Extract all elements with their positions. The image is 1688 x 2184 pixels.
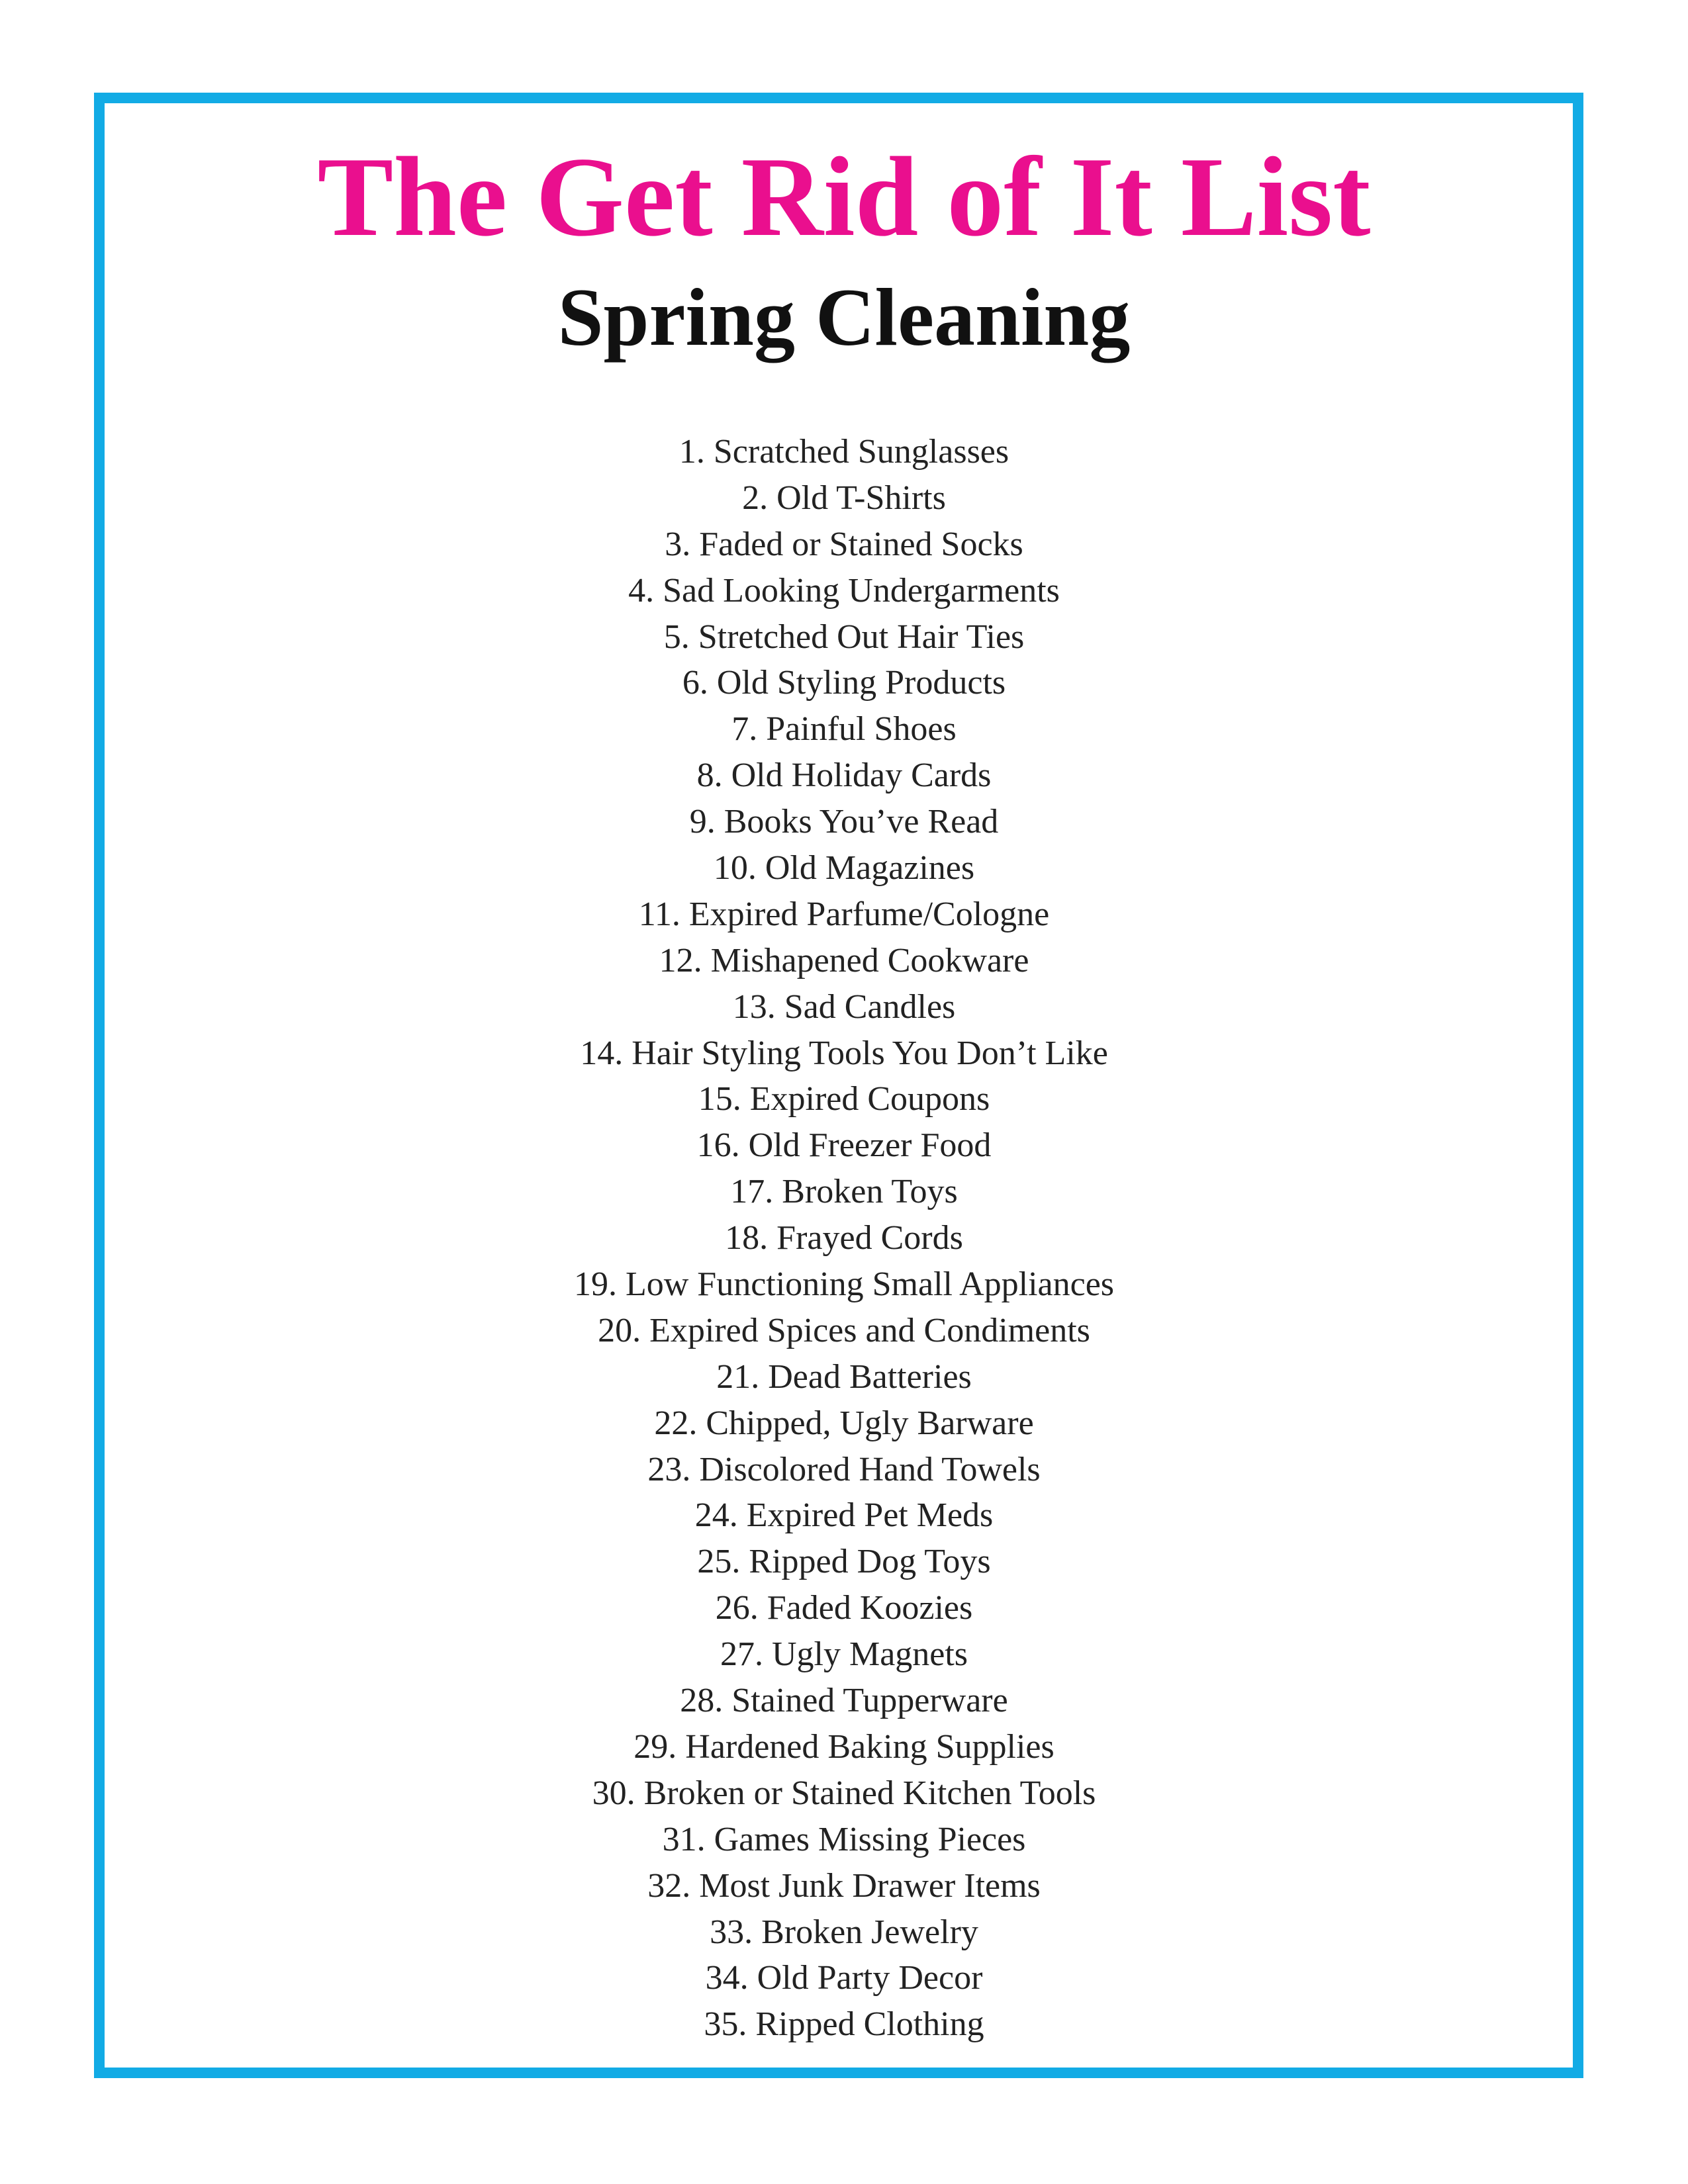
list-item: 2. Old T-Shirts — [742, 478, 946, 517]
list-item: 16. Old Freezer Food — [696, 1126, 992, 1165]
list-item: 10. Old Magazines — [713, 849, 975, 887]
list-item: 21. Dead Batteries — [716, 1357, 972, 1396]
list-item: 32. Most Junk Drawer Items — [647, 1866, 1041, 1905]
list-item: 34. Old Party Decor — [705, 1959, 983, 1997]
list-item: 12. Mishapened Cookware — [659, 941, 1029, 979]
list-item: 18. Frayed Cords — [725, 1219, 963, 1257]
list-item: 3. Faded or Stained Socks — [665, 525, 1023, 563]
list-item: 35. Ripped Clothing — [704, 2005, 984, 2044]
list-item: 11. Expired Parfume/Cologne — [638, 895, 1050, 933]
list-item: 4. Sad Looking Undergarments — [628, 571, 1060, 610]
page-subtitle: Spring Cleaning — [557, 272, 1131, 363]
list-item: 33. Broken Jewelry — [710, 1913, 978, 1951]
list-item: 5. Stretched Out Hair Ties — [663, 617, 1025, 656]
list-item: 7. Painful Shoes — [731, 710, 957, 749]
list-item: 23. Discolored Hand Towels — [647, 1450, 1041, 1488]
list-item: 20. Expired Spices and Condiments — [598, 1311, 1090, 1349]
list-item: 14. Hair Styling Tools You Don’t Like — [580, 1034, 1108, 1072]
list-item: 27. Ugly Magnets — [720, 1635, 968, 1674]
list-item: 29. Hardened Baking Supplies — [633, 1727, 1055, 1766]
list-item: 15. Expired Coupons — [698, 1080, 990, 1118]
list-item: 31. Games Missing Pieces — [662, 1820, 1026, 1858]
list-item: 25. Ripped Dog Toys — [697, 1543, 991, 1581]
page-title: The Get Rid of It List — [317, 134, 1371, 260]
list-item: 28. Stained Tupperware — [680, 1682, 1008, 1720]
list-item: 8. Old Holiday Cards — [696, 756, 992, 795]
list-item: 19. Low Functioning Small Appliances — [573, 1265, 1115, 1304]
list-item: 13. Sad Candles — [732, 987, 956, 1026]
list-item: 9. Books You’ve Read — [689, 803, 999, 841]
list-item: 22. Chipped, Ugly Barware — [654, 1404, 1034, 1442]
list-item: 30. Broken or Stained Kitchen Tools — [592, 1774, 1096, 1812]
list-item: 6. Old Styling Products — [682, 664, 1006, 702]
list-item: 1. Scratched Sunglasses — [679, 433, 1009, 471]
list-item: 24. Expired Pet Meds — [694, 1496, 994, 1535]
list-item: 26. Faded Koozies — [715, 1589, 973, 1627]
get-rid-of-list — [0, 429, 1688, 2048]
list-item: 17. Broken Toys — [730, 1173, 958, 1211]
